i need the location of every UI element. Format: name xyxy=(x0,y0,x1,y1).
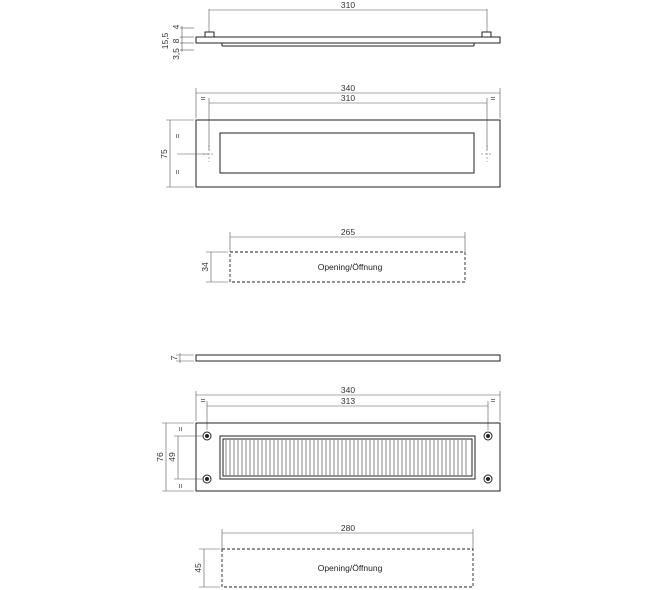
front-view-2 xyxy=(155,385,500,491)
dim-75: 75 xyxy=(159,149,169,159)
flap-front xyxy=(220,133,474,173)
opening-label-2: Opening/Öffnung xyxy=(317,563,383,573)
front-view-1 xyxy=(159,83,500,187)
dim-4: 4 xyxy=(171,24,181,30)
dim-15-5: 15,5 xyxy=(160,32,170,50)
dim-45: 45 xyxy=(193,563,203,573)
tick-mark: = xyxy=(172,133,182,139)
dim-3-5: 3,5 xyxy=(171,48,181,60)
side-view-top xyxy=(160,0,500,60)
dim-340: 340 xyxy=(340,83,356,93)
grille-inner xyxy=(223,439,472,476)
screw-bottom-right xyxy=(484,475,492,483)
screw-bottom-left xyxy=(203,475,211,483)
screw-top-left xyxy=(203,432,211,440)
plate-front-2 xyxy=(196,423,500,491)
bolt-right xyxy=(482,32,491,37)
dim-313: 313 xyxy=(340,396,356,406)
dim-280: 280 xyxy=(340,523,356,533)
dim-310: 310 xyxy=(340,93,356,103)
side-view-2 xyxy=(169,353,500,363)
plate-side-2 xyxy=(196,355,500,361)
tick-mark: = xyxy=(490,395,496,405)
plate-side xyxy=(196,37,500,43)
bolt-left xyxy=(205,32,214,37)
dim-7: 7 xyxy=(169,355,179,361)
plate-front xyxy=(196,120,500,187)
opening-label: Opening/Öffnung xyxy=(317,262,383,272)
tick-mark: = xyxy=(200,395,206,405)
dim-340-b: 340 xyxy=(340,385,356,395)
opening-view-2 xyxy=(193,523,473,587)
dim-310-top: 310 xyxy=(340,0,356,10)
dim-265: 265 xyxy=(340,227,356,237)
grille-slats xyxy=(226,440,466,475)
tick-mark: = xyxy=(175,483,185,489)
tick-mark: = xyxy=(172,169,182,175)
tick-mark: = xyxy=(200,93,206,103)
dim-8: 8 xyxy=(171,38,181,44)
opening-view-1 xyxy=(200,227,465,282)
tick-mark: = xyxy=(175,426,185,432)
screw-top-right xyxy=(484,432,492,440)
dim-49: 49 xyxy=(167,452,177,462)
dim-34: 34 xyxy=(200,262,210,272)
tick-mark: = xyxy=(490,93,496,103)
dim-76: 76 xyxy=(155,452,165,462)
